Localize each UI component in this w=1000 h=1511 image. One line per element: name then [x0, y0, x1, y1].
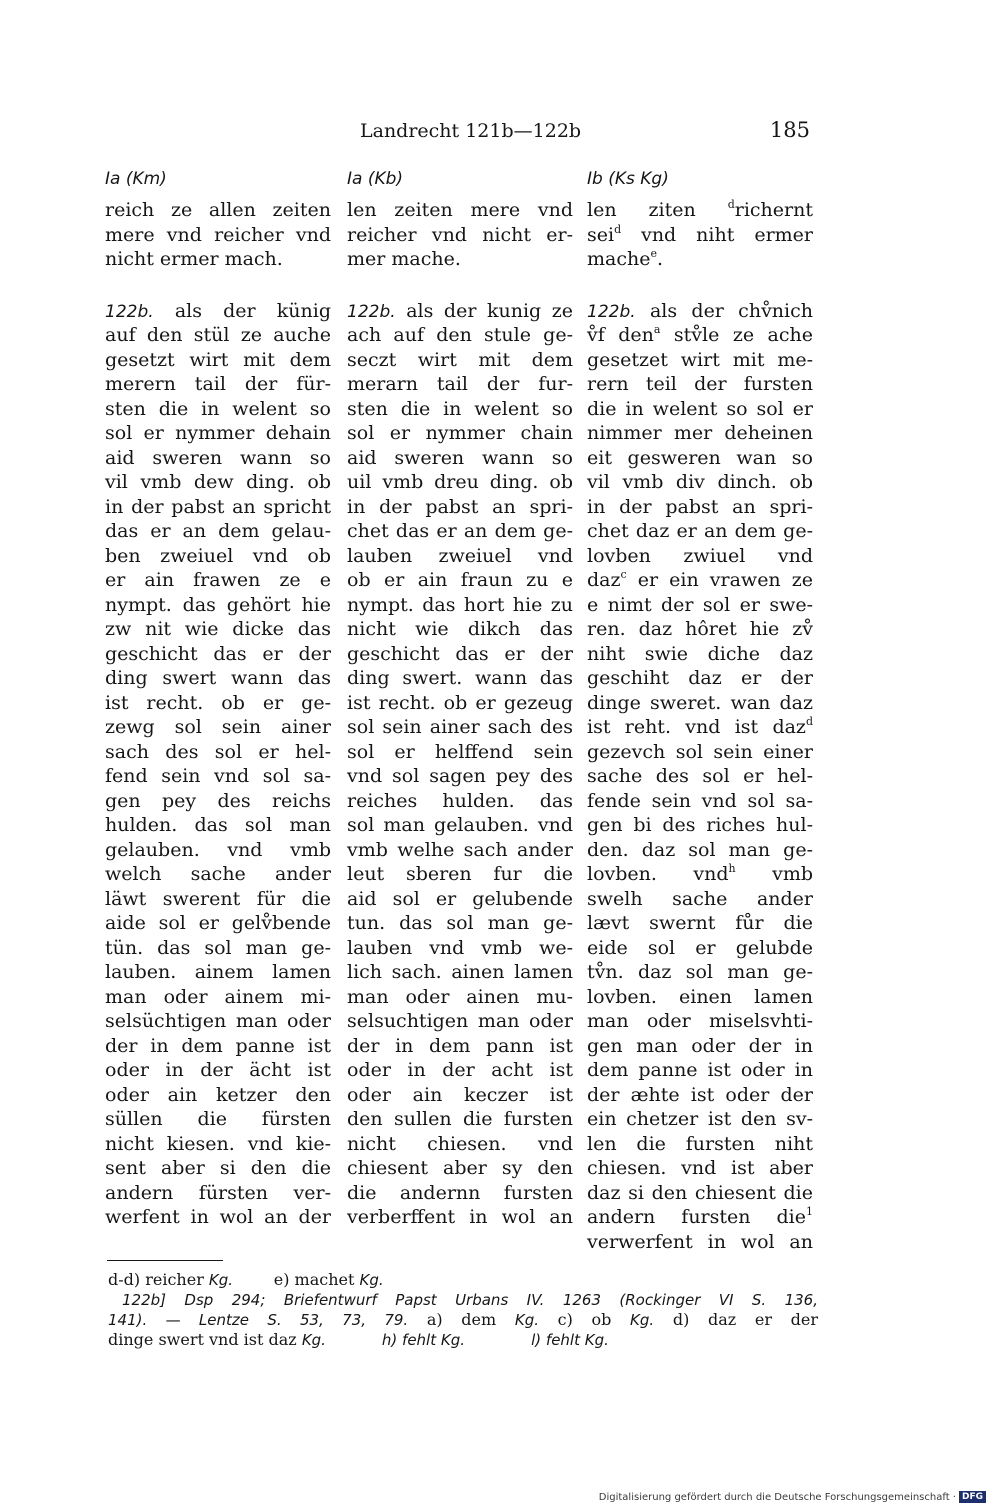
text-line: mache$^e$. [587, 247, 664, 270]
text-line: fende sein vnd sol sa- [587, 789, 813, 812]
note-text: d-d) reicher [108, 1270, 209, 1289]
note-line [108, 1330, 818, 1350]
text-line: reich ze allen zeiten [105, 199, 331, 221]
column-ib-ks-kg [587, 166, 813, 1254]
paragraph-121b-end [105, 198, 331, 272]
text-segment: vnd niht ermer [621, 223, 813, 246]
text-line [105, 299, 331, 324]
text-line: in der pabst an spri- [347, 495, 573, 518]
footnote-marker: a [653, 323, 661, 336]
text-line: dinge sweret. wan daz [587, 691, 813, 714]
text-line: geschiht daz er der [587, 667, 813, 689]
text-line: ren. daz hôret hie zv̊ [587, 618, 813, 640]
text-segment: stv̊le ze ache [660, 324, 814, 346]
siglum: Kg. [301, 1331, 326, 1349]
note-text: l) fehlt Kg. [531, 1331, 609, 1349]
text-line: eit gesweren wan so [587, 446, 813, 469]
paragraph-122b [587, 299, 813, 1255]
note-text: a) dem [426, 1310, 515, 1329]
text-segment: ist reht. vnd ist daz [587, 716, 806, 738]
text-line: oder ain ketzer den [105, 1083, 331, 1106]
section-number: 122b. [105, 301, 154, 322]
note-text: 141). — Lentze S. 53, 73, 79. [108, 1311, 409, 1329]
text-line: sol er nymmer chain [347, 422, 573, 444]
dfg-logo: DFG [959, 1491, 986, 1503]
text-line: aid sweren wann so [347, 446, 573, 469]
section-number: 122b. [347, 301, 396, 322]
digitization-credit [599, 1491, 986, 1503]
text-line: len die fursten niht [587, 1132, 813, 1155]
note-text: e) machet [273, 1270, 360, 1289]
text-line: sol er nymmer dehain [105, 422, 331, 444]
footnote-marker: d [805, 715, 813, 728]
text-line: man oder ainem mi- [105, 985, 331, 1008]
text-line: ist recht. ob er ge- [105, 691, 331, 714]
text-line: merern tail der für- [105, 373, 331, 395]
text-segment: andern fursten die [587, 1206, 806, 1228]
paragraph-121b-end [347, 198, 573, 272]
text-line: reiches hulden. das [347, 789, 573, 812]
text-line: sache des sol er hel- [587, 765, 813, 787]
text-line: seczt wirt mit dem [347, 348, 573, 371]
text-line: vil vmb div dinch. ob [587, 471, 813, 493]
text-line: geschicht das er der [105, 642, 331, 665]
text-line: auf den stül ze auche [105, 324, 331, 346]
text-line: verberffent in wol an [347, 1206, 573, 1228]
text-line: welch sache ander [105, 863, 331, 885]
text-line: aide sol er gelv̊bende [105, 912, 331, 934]
column-ia-kb [347, 166, 573, 1230]
text-line: lich sach. ainen lamen [347, 961, 573, 983]
text-line: ob er ain fraun zu e [347, 569, 573, 591]
text-line: gen pey des reichs [105, 789, 331, 812]
text-line [587, 862, 813, 887]
footnote-marker: d [614, 222, 622, 236]
text-line: man oder ainen mu- [347, 985, 573, 1008]
text-line: niht swie diche daz [587, 642, 813, 665]
paragraph-122b [347, 299, 573, 1230]
text-line: sol man gelauben. vnd [347, 814, 573, 836]
text-line: len zeiten mere vnd [347, 199, 573, 221]
text-line: gesetzet wirt mit me- [587, 348, 813, 371]
text-line: werfent in wol an der [105, 1206, 331, 1228]
text-line: chiesent aber sy den [347, 1157, 573, 1179]
text-segment: als der kunig ze [406, 299, 573, 322]
siglum: Kg. [514, 1311, 539, 1329]
text-line: rern teil der fursten [587, 373, 813, 395]
text-line: merarn tail der fur- [347, 373, 573, 395]
column-siglum: Ia (Kb) [347, 169, 404, 189]
text-line [587, 568, 813, 593]
text-line: chiesen. vnd ist aber [587, 1157, 813, 1179]
text-line: ach auf den stule ge- [347, 324, 573, 346]
running-title: Landrecht 121b—122b [360, 120, 582, 142]
text-line [587, 198, 813, 223]
text-line: chet das er an dem ge- [347, 520, 573, 542]
credit-text: Digitalisierung gefördert durch die Deutsche Forschungsgemeinschaft · [598, 1492, 956, 1503]
text-line: oder ain keczer ist [347, 1083, 573, 1106]
text-line: sol er helffend sein [347, 740, 573, 763]
text-line: e nimt der sol er swe- [587, 593, 813, 616]
text-line: süllen die fürsten [105, 1108, 331, 1130]
text-line: tun. das sol man ge- [347, 912, 573, 934]
text-line: nimmer mer deheinen [587, 422, 813, 444]
text-line [587, 223, 813, 248]
text-line [587, 1205, 813, 1230]
text-line: daz si den chiesent die [587, 1181, 813, 1204]
text-line: oder in der acht ist [347, 1059, 573, 1081]
text-line: ding swert. wann das [347, 667, 573, 689]
text-line: selsuchtigen man oder [347, 1010, 573, 1032]
text-line: oder in der ächt ist [105, 1059, 331, 1081]
text-line: ding swert wann das [105, 667, 331, 689]
text-line: in der pabst an spricht [105, 495, 331, 518]
page-number: 185 [769, 118, 810, 142]
text-line: aid sweren wann so [105, 446, 331, 469]
text-line: sten die in welent so [105, 397, 331, 420]
text-line: vil vmb dew ding. ob [105, 471, 331, 493]
text-line: fend sein vnd sol sa- [105, 765, 331, 787]
paragraph-122b [105, 299, 331, 1230]
note-text: c) ob [557, 1310, 631, 1329]
text-line: lovben. einen lamen [587, 985, 813, 1008]
text-line: das er an dem gelau- [105, 520, 331, 542]
note-line [108, 1270, 818, 1290]
column-ia-km [105, 166, 331, 1230]
text-line: vmb welhe sach ander [347, 838, 573, 861]
text-line: man oder miselsvhti- [587, 1010, 813, 1032]
text-line: chet daz er an dem ge- [587, 520, 813, 542]
text-segment: er ein vrawen ze [626, 569, 813, 591]
text-line: gen bi des riches hul- [587, 814, 813, 836]
paragraph-121b-end [587, 198, 813, 272]
text-line: mer mache. [347, 248, 461, 270]
text-line: sol sein ainer sach des [347, 716, 573, 738]
footnote-marker: h [728, 862, 736, 875]
text-line: ist recht. ob er gezeug [347, 691, 573, 714]
text-line [587, 715, 813, 740]
text-line: nicht wie dikch das [347, 618, 573, 640]
text-line: der æhte ist oder der [587, 1083, 813, 1106]
text-line: uil vmb dreu ding. ob [347, 471, 573, 493]
siglum: Kg. [630, 1311, 655, 1329]
note-line [108, 1310, 818, 1330]
text-line: lauben vnd vmb we- [347, 936, 573, 959]
text-line [347, 299, 573, 324]
text-line: nicht ermer mach. [105, 248, 283, 270]
column-siglum: Ib (Ks Kg) [587, 169, 669, 189]
text-segment: lovben. vnd [587, 863, 729, 885]
text-line: zewg sol sein ainer [105, 716, 331, 738]
text-line: sent aber si den die [105, 1157, 331, 1179]
text-line: nympt. das hort hie zu [347, 593, 573, 616]
text-segment: als der chv̊nich [649, 299, 813, 322]
text-segment: len ziten [587, 199, 728, 221]
text-segment: vmb [735, 863, 813, 885]
text-line: den. daz sol man ge- [587, 838, 813, 861]
text-line: den sullen die fursten [347, 1108, 573, 1130]
footnote-marker: d [727, 198, 735, 211]
note-text: 122b] Dsp 294; Briefentwurf Papst Urbans IV. 1263 (Rockinger VI S. 136, [122, 1291, 818, 1309]
text-line: gezevch sol sein einer [587, 740, 813, 763]
column-siglum: Ia (Km) [105, 169, 167, 189]
text-line: lauben zweiuel vnd [347, 544, 573, 567]
text-line: die in welent so sol er [587, 397, 813, 420]
text-line: hulden. das sol man [105, 814, 331, 836]
text-line: dem panne ist oder in [587, 1059, 813, 1081]
text-line: nicht kiesen. vnd kie- [105, 1132, 331, 1155]
text-segment: richernt [734, 199, 813, 221]
text-line [587, 323, 813, 348]
text-line: reicher vnd nicht er- [347, 223, 573, 246]
text-line: lovben zwiuel vnd [587, 544, 813, 567]
footnote-rule [107, 1260, 223, 1261]
text-segment: mache [587, 248, 651, 270]
text-line: geschicht das er der [347, 642, 573, 665]
text-line: ein chetzer ist den sv- [587, 1108, 813, 1130]
text-segment: daz [587, 569, 621, 591]
text-line: in der pabst an spri- [587, 495, 813, 518]
text-line: er ain frawen ze e [105, 569, 331, 591]
apparatus-notes [108, 1270, 818, 1350]
text-line: der in dem panne ist [105, 1034, 331, 1057]
text-line: tün. das sol man ge- [105, 936, 331, 959]
footnote-marker: e [650, 247, 657, 260]
text-line: zw nit wie dicke das [105, 618, 331, 640]
text-line: selsüchtigen man oder [105, 1010, 331, 1032]
note-text: dinge swert vnd ist daz [108, 1330, 302, 1349]
text-line: die andernn fursten [347, 1181, 573, 1204]
text-line: swelh sache ander [587, 887, 813, 910]
text-segment: sei [587, 223, 615, 246]
text-line: leut sberen fur die [347, 863, 573, 885]
text-line: gelauben. vnd vmb [105, 838, 331, 861]
text-segment: als der künig [174, 299, 331, 322]
siglum: Kg. [208, 1271, 234, 1289]
text-line [587, 299, 813, 324]
footnote-marker: c [620, 568, 627, 581]
text-line: ben zweiuel vnd ob [105, 544, 331, 567]
text-line: eide sol er gelubde [587, 936, 813, 959]
siglum: Kg. [359, 1271, 384, 1289]
text-line: nicht chiesen. vnd [347, 1132, 573, 1155]
section-number: 122b. [587, 301, 636, 322]
text-line: mere vnd reicher vnd [105, 223, 331, 246]
text-segment: v̊f den [587, 324, 654, 346]
text-line: lauben. ainem lamen [105, 961, 331, 983]
text-line: tv̊n. daz sol man ge- [587, 961, 813, 983]
text-line: läwt swerent für die [105, 887, 331, 910]
text-line: andern fürsten ver- [105, 1181, 331, 1204]
note-text: d) daz er der [672, 1310, 818, 1329]
text-line: gen man oder der in [587, 1034, 813, 1057]
footnote-marker: 1 [806, 1205, 813, 1218]
text-line: aid sol er gelubende [347, 887, 573, 910]
text-line: lævt swernt fůr die [587, 912, 813, 934]
text-line: gesetzt wirt mit dem [105, 348, 331, 371]
text-line: verwerfent in wol an [587, 1230, 813, 1253]
text-line: nympt. das gehört hie [105, 593, 331, 616]
text-line: der in dem pann ist [347, 1034, 573, 1057]
text-line: sten die in welent so [347, 397, 573, 420]
text-line: sach des sol er hel- [105, 740, 331, 763]
note-text: h) fehlt Kg. [381, 1331, 465, 1349]
text-line: vnd sol sagen pey des [347, 765, 573, 787]
note-line [108, 1290, 818, 1310]
